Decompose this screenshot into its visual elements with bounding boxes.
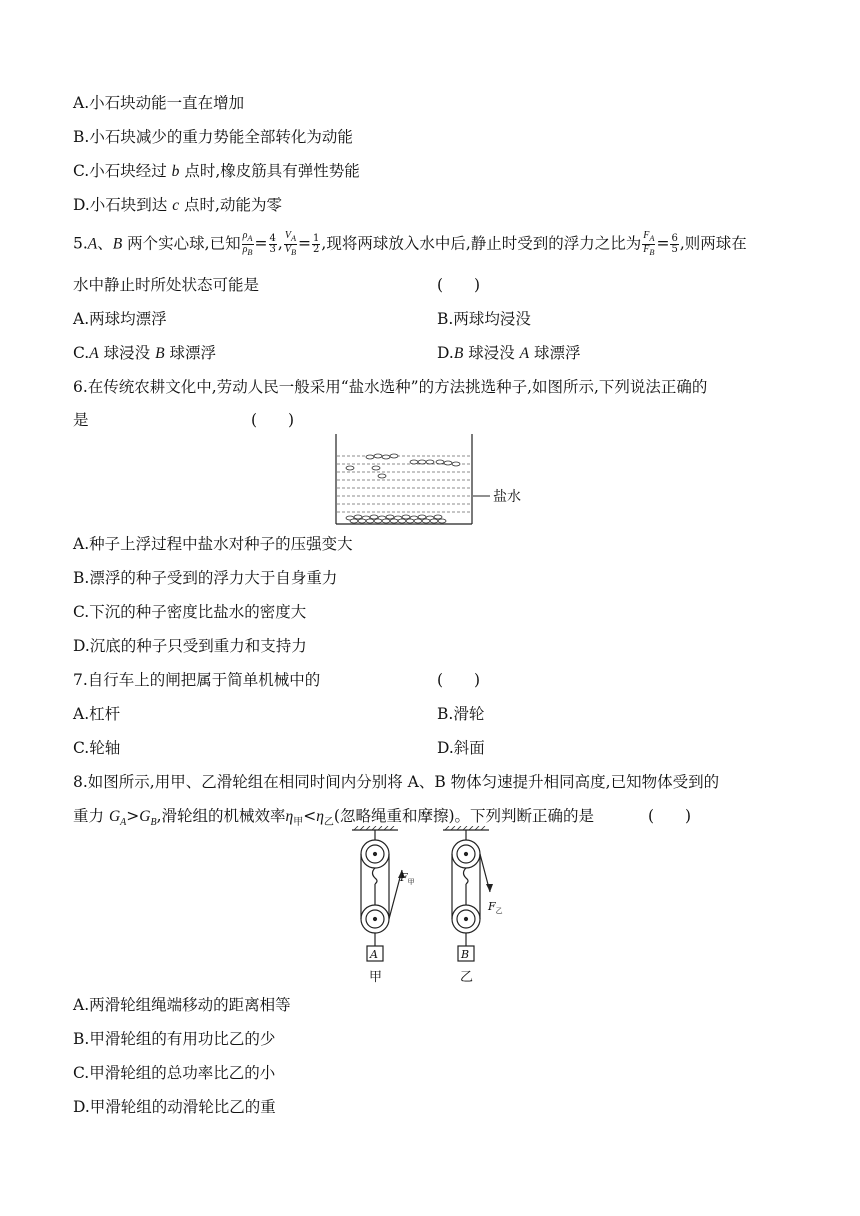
frac3-num: 6 <box>671 233 678 244</box>
fraction-6-5 <box>670 234 678 255</box>
rho-a-sub: A <box>247 234 253 243</box>
frac1-num: 4 <box>269 233 276 244</box>
g-a-sub: A <box>120 817 127 829</box>
frac3-den: 5 <box>671 244 678 255</box>
g-b-sub: B <box>150 817 157 829</box>
q5-option-c <box>73 343 216 364</box>
q8-l2-pre: 重力 <box>73 807 109 825</box>
force-yi-symbol: F <box>488 900 496 913</box>
q7-option-d: D.斜面 <box>437 739 485 757</box>
volume-ratio <box>284 231 297 258</box>
caption-yi: 乙 <box>460 970 474 985</box>
sunken-seeds <box>346 515 446 523</box>
fraction-1-2 <box>312 234 320 255</box>
block-b-label: B <box>461 948 470 961</box>
frac1-den: 3 <box>269 244 276 255</box>
q4-option-c-text-2: 点时,橡皮筋具有弹性势能 <box>179 162 360 180</box>
frac2-num: 1 <box>313 233 320 244</box>
block-a-label: A <box>370 948 378 961</box>
q5-c-post: 球漂浮 <box>164 344 216 362</box>
q5-d-pre: D. <box>437 344 454 362</box>
q8-l2-mid: ,滑轮组的机械效率 <box>156 807 286 825</box>
eta-jia: η <box>285 808 294 825</box>
q5-sep: 、 <box>97 234 113 253</box>
pulley-system-jia <box>352 826 405 961</box>
rho-a: ρ <box>242 230 248 241</box>
q6-stem: 6.在传统农耕文化中,劳动人民一般采用“盐水选种”的方法挑选种子,如图所示,下列说法正确的 <box>73 378 708 396</box>
q5-stem-line-2: 水中静止时所处状态可能是 <box>73 276 260 294</box>
g-b: G <box>139 808 151 825</box>
fraction-4-3 <box>269 234 277 255</box>
f-b: F <box>643 244 650 255</box>
caption-jia: 甲 <box>369 970 383 985</box>
q5-d-v1: B <box>453 345 464 362</box>
container <box>336 434 472 524</box>
q6-option-c: C.下沉的种子密度比盐水的密度大 <box>73 603 307 621</box>
q8-option-a: A.两滑轮组绳端移动的距离相等 <box>73 996 291 1014</box>
q5-option-b: B.两球均浸没 <box>437 310 531 328</box>
q5-c-pre: C. <box>73 344 90 362</box>
q5-d-mid: 球浸没 <box>463 344 520 362</box>
eta-yi: η <box>316 808 324 825</box>
frac2-den: 2 <box>313 244 320 255</box>
rho-b-sub: B <box>247 248 253 257</box>
q5-c-mid: 球浸没 <box>98 344 156 362</box>
f-a: F <box>643 230 650 241</box>
force-jia-symbol: F <box>400 871 408 884</box>
q5-var-b: B <box>112 235 123 253</box>
eta-jia-sub: 甲 <box>293 817 304 829</box>
q5-text-3: ,则两球在 <box>679 234 747 253</box>
q4-option-a: A.小石块动能一直在增加 <box>73 94 245 112</box>
q5-eq-2: = <box>298 234 312 253</box>
q8-option-b: B.甲滑轮组的有用功比乙的少 <box>73 1030 276 1048</box>
floating-seeds <box>346 454 460 478</box>
q7-option-c: C.轮轴 <box>73 739 121 757</box>
q7-option-b: B.滑轮 <box>437 705 485 723</box>
q7-stem: 7.自行车上的闸把属于简单机械中的 <box>73 671 321 689</box>
v-b: V <box>284 244 291 255</box>
q4-option-c-text: C.小石块经过 <box>73 162 172 180</box>
q8-gt: > <box>126 807 140 825</box>
f-a-sub: A <box>649 234 655 243</box>
q4-option-d-text-2: 点时,动能为零 <box>179 196 282 214</box>
q5-comma: , <box>277 234 283 253</box>
q8-lt: < <box>303 807 317 825</box>
q5-number: 5. <box>73 234 88 253</box>
density-ratio <box>242 231 254 258</box>
pulley-figure <box>340 826 520 988</box>
q5-option-a: A.两球均漂浮 <box>73 310 167 328</box>
force-jia-label <box>399 871 415 886</box>
q6-stem-line-2: 是 <box>73 411 89 429</box>
salt-water-figure <box>330 434 540 528</box>
salt-water-label: 盐水 <box>493 489 521 505</box>
q5-var-a: A <box>87 235 98 253</box>
q5-eq-3: = <box>656 234 670 253</box>
q8-option-c: C.甲滑轮组的总功率比乙的小 <box>73 1064 276 1082</box>
q5-text-1: 两个实心球,已知 <box>122 234 241 253</box>
force-yi-label <box>487 900 503 915</box>
q6-option-b: B.漂浮的种子受到的浮力大于自身重力 <box>73 569 338 587</box>
q5-option-d <box>437 343 581 364</box>
q5-answer-paren: ( ) <box>437 276 481 294</box>
q8-l2-post: (忽略绳重和摩擦)。下列判断正确的是 <box>333 807 595 825</box>
q5-d-v2: A <box>519 345 530 362</box>
buoyancy-ratio <box>642 231 655 258</box>
q7-option-a: A.杠杆 <box>73 705 121 723</box>
q7-answer-paren: ( ) <box>437 671 481 689</box>
q4-option-c <box>73 161 360 182</box>
v-b-sub: B <box>290 248 297 257</box>
v-a-sub: A <box>290 234 297 243</box>
force-yi-sub: 乙 <box>495 907 503 915</box>
pulley-system-yi <box>443 826 493 961</box>
q6-option-d: D.沉底的种子只受到重力和支持力 <box>73 637 307 655</box>
q4-option-d <box>73 195 282 216</box>
q4-option-d-var: c <box>172 197 180 214</box>
q5-stem <box>73 231 747 258</box>
q4-option-b: B.小石块减少的重力势能全部转化为动能 <box>73 128 353 146</box>
g-a: G <box>108 808 121 825</box>
v-a: V <box>284 230 291 241</box>
eta-yi-sub: 乙 <box>323 817 334 829</box>
rho-b: ρ <box>242 244 248 255</box>
q5-eq-1: = <box>254 234 268 253</box>
force-jia-sub: 甲 <box>407 878 415 886</box>
q5-text-2: ,现将两球放入水中后,静止时受到的浮力之比为 <box>321 234 642 253</box>
q5-d-post: 球漂浮 <box>529 344 581 362</box>
q5-c-v1: A <box>89 345 99 362</box>
f-b-sub: B <box>649 248 655 257</box>
q4-option-c-var: b <box>171 163 180 180</box>
q5-c-v2: B <box>155 345 165 362</box>
q4-option-d-text: D.小石块到达 <box>73 196 173 214</box>
q6-answer-paren: ( ) <box>251 411 295 429</box>
q8-option-d: D.甲滑轮组的动滑轮比乙的重 <box>73 1098 276 1116</box>
q8-stem: 8.如图所示,用甲、乙滑轮组在相同时间内分别将 A、B 物体匀速提升相同高度,已知物体受到的 <box>73 773 720 791</box>
q8-answer-paren: ( ) <box>648 807 692 825</box>
q6-option-a: A.种子上浮过程中盐水对种子的压强变大 <box>73 535 353 553</box>
